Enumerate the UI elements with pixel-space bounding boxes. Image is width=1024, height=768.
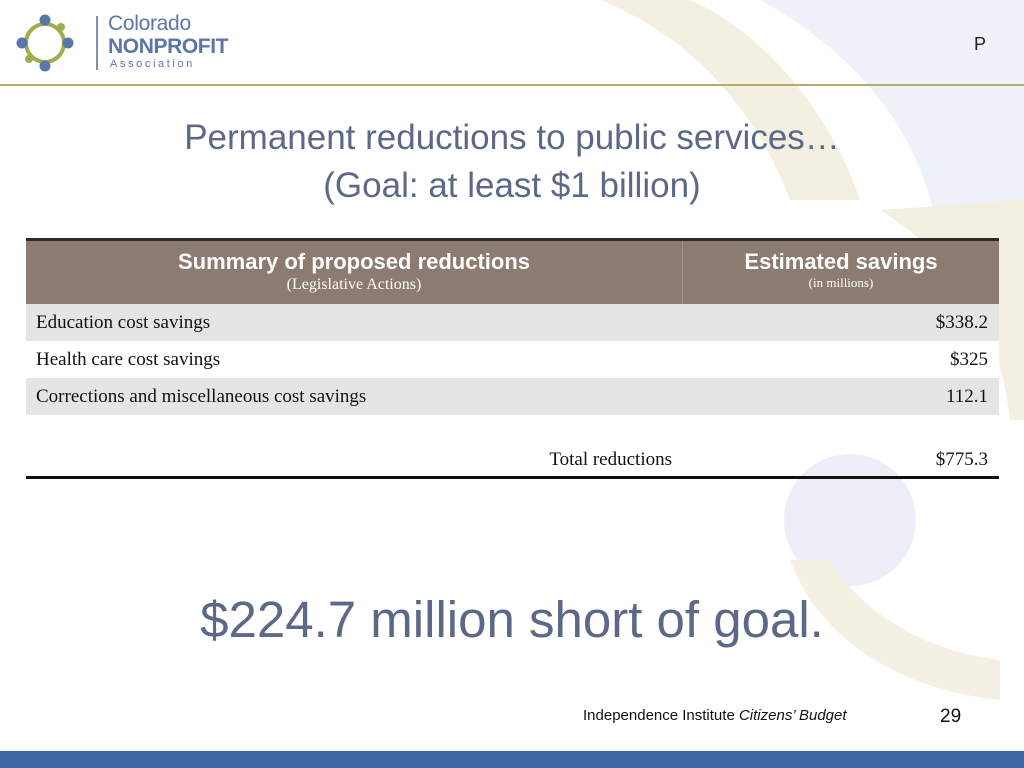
logo-ring-icon <box>14 12 76 74</box>
shortfall-statement: $224.7 million short of goal. <box>200 591 824 648</box>
row-value: $338.2 <box>935 311 988 333</box>
column-header-summary-subtitle: (Legislative Actions) <box>286 276 422 293</box>
table-row <box>26 304 999 341</box>
reductions-table <box>26 238 999 479</box>
slide-title-line2: (Goal: at least $1 billion) <box>323 166 701 205</box>
column-header-savings <box>683 241 999 304</box>
logo-text-line2: NONPROFIT <box>108 35 229 58</box>
table-header <box>26 238 999 304</box>
total-value: $775.3 <box>935 448 988 470</box>
footer-source-title: Citizens’ Budget <box>738 707 847 724</box>
footer-source-prefix: Independence Institute <box>583 707 739 724</box>
column-header-summary-title: Summary of proposed reductions <box>177 249 531 274</box>
logo-divider <box>96 16 98 70</box>
table-row <box>26 378 999 415</box>
total-label: Total reductions <box>549 448 672 470</box>
row-label: Education cost savings <box>36 311 211 333</box>
logo-text-line3: Association <box>110 58 195 70</box>
slide-title <box>0 114 1024 210</box>
logo-text-line1: Colorado <box>108 12 191 35</box>
table-total-row <box>26 443 999 479</box>
bottom-band <box>0 751 1024 768</box>
column-header-savings-title: Estimated savings <box>744 249 938 274</box>
row-value: $325 <box>950 348 988 370</box>
row-value: 112.1 <box>945 385 988 407</box>
row-label: Health care cost savings <box>36 348 221 370</box>
corner-letter: P <box>974 34 987 54</box>
column-header-savings-subtitle: (in millions) <box>808 275 874 290</box>
table-spacer <box>26 415 999 443</box>
slide-title-line1: Permanent reductions to public services… <box>184 118 840 157</box>
footer-source <box>583 707 847 724</box>
table-row <box>26 341 999 378</box>
column-header-summary <box>26 241 683 304</box>
organization-logo <box>14 10 234 74</box>
header-rule <box>0 84 1024 86</box>
row-label: Corrections and miscellaneous cost savings <box>36 385 367 407</box>
page-number: 29 <box>940 706 962 727</box>
